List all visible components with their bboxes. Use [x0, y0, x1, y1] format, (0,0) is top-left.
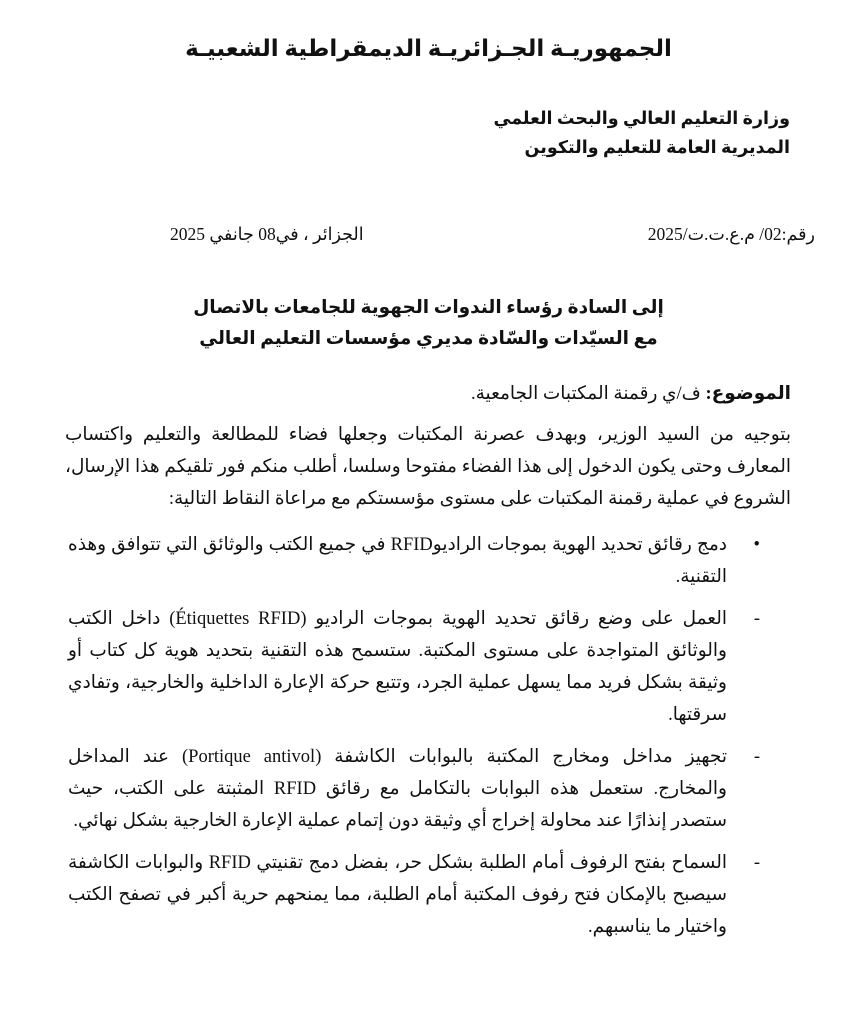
- reference-row: [0, 224, 857, 245]
- dash-marker: -: [753, 609, 760, 629]
- list-item-text: تجهيز مداخل ومخارج المكتبة بالبوابات الكاشفة (Portique antivol) عند المداخل والمخارج. ستعمل هذه البوابات بالتكامل مع رقائق RFID المثبتة على الكتب، حيث ستصدر إنذارًا عند محاولة إخراج أي وثيقة دون إتمام عملية الإعارة الخارجية بشكل نهائي.: [68, 747, 728, 831]
- subject-text: ف/ي رقمنة المكتبات الجامعية.: [470, 384, 706, 404]
- republic-title: الجمهوريـة الجـزائريـة الديمقراطية الشعبيـة: [185, 36, 672, 61]
- place-and-date: الجزائر ، في08 جانفي 2025: [170, 224, 364, 244]
- subject-label: الموضوع:: [705, 384, 791, 404]
- list-item-text: دمج رقائق تحديد الهوية بموجات الراديوRFID في جميع الكتب والوثائق التي تتوافق وهذه التقنية.: [68, 535, 727, 587]
- addressee-block: [0, 293, 857, 355]
- addressee-line-1: إلى السادة رؤساء الندوات الجهوية للجامعات بالاتصال: [193, 298, 664, 318]
- body-paragraph: بتوجيه من السيد الوزير، وبهدف عصرنة المكتبات وجعلها فضاء للمطالعة والتعليم واكتساب المعارف وحتى يكون الدخول إلى هذا الفضاء مفتوحا وسلسا، أطلب منكم فور تلقيكم هذا الإرسال، الشروع في عملية رقمنة المكتبات على مستوى مؤسستكم مع مراعاة النقاط التالية:: [65, 425, 791, 509]
- subject-line: [0, 383, 857, 405]
- list-item: [68, 529, 762, 593]
- list-item: [68, 603, 762, 731]
- dash-marker: -: [753, 853, 760, 873]
- points-list: [0, 529, 857, 943]
- list-item: [68, 741, 762, 837]
- ministry-name: وزارة التعليم العالي والبحث العلمي: [493, 108, 790, 128]
- list-item-text: العمل على وضع رقائق تحديد الهوية بموجات الراديو (Étiquettes RFID) داخل الكتب والوثائق المتواجدة على مستوى المكتبة. ستسمح هذه التقنية بتحديد هوية كل كتاب أو وثيقة بشكل فريد مما يسهل عملية الجرد، وتتبع حركة الإعارة الداخلية والخارجية، وتفادي سرقتها.: [68, 609, 727, 725]
- bullet-marker: •: [753, 535, 760, 555]
- dash-marker: -: [753, 747, 760, 767]
- list-item: [68, 847, 762, 943]
- directorate-name: المديرية العامة للتعليم والتكوين: [524, 137, 790, 157]
- addressee-line-2: مع السيّدات والسّادة مديري مؤسسات التعليم العالي: [199, 329, 658, 349]
- reference-number: رقم:02/ م.ع.ت.ت/2025: [647, 224, 815, 244]
- list-item-text: السماح بفتح الرفوف أمام الطلبة بشكل حر، بفضل دمج تقنيتي RFID والبوابات الكاشفة سيصبح بالإمكان فتح رفوف المكتبة أمام الطلبة، مما يمنحهم حرية أكبر في تصفح الكتب واختيار ما يناسبهم.: [68, 853, 728, 937]
- ministry-header: [0, 104, 857, 162]
